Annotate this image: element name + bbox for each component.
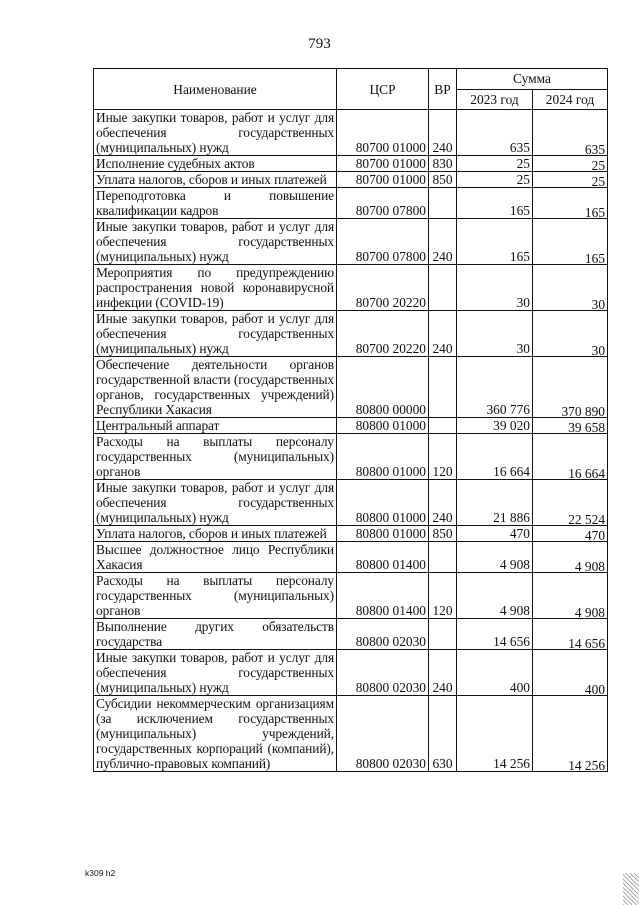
row-sum-2023: 21 886 bbox=[457, 480, 533, 526]
row-vr bbox=[429, 188, 457, 219]
row-name: Исполнение судебных актов bbox=[94, 156, 337, 172]
row-sum-2023: 400 bbox=[457, 650, 533, 696]
table-row bbox=[94, 188, 608, 219]
row-vr: 240 bbox=[429, 480, 457, 526]
row-name: Центральный аппарат bbox=[94, 418, 337, 434]
table-row bbox=[94, 357, 608, 418]
table-body bbox=[94, 110, 608, 772]
row-sum-2024: 16 664 bbox=[533, 436, 608, 482]
budget-table bbox=[93, 68, 608, 772]
row-sum-2024: 14 656 bbox=[533, 621, 608, 652]
row-sum-2024: 470 bbox=[533, 528, 608, 544]
row-sum-2023: 39 020 bbox=[457, 418, 533, 434]
row-vr bbox=[429, 265, 457, 311]
row-vr: 630 bbox=[429, 696, 457, 772]
table-row bbox=[94, 110, 608, 156]
header-csr: ЦСР bbox=[337, 69, 429, 110]
row-sum-2023: 16 664 bbox=[457, 434, 533, 480]
scan-artifact bbox=[623, 873, 639, 905]
row-name: Иные закупки товаров, работ и услуг для обеспечения государственных (муниципальных) нужд bbox=[94, 480, 337, 526]
row-name: Иные закупки товаров, работ и услуг для обеспечения государственных (муниципальных) нужд bbox=[94, 110, 337, 156]
row-sum-2023: 25 bbox=[457, 172, 533, 188]
row-name: Иные закупки товаров, работ и услуг для обеспечения государственных (муниципальных) нужд bbox=[94, 219, 337, 265]
table-row bbox=[94, 696, 608, 772]
table-row bbox=[94, 172, 608, 188]
row-sum-2023: 25 bbox=[457, 156, 533, 172]
row-csr: 80800 02030 bbox=[337, 619, 429, 650]
table-row bbox=[94, 480, 608, 526]
row-sum-2024: 635 bbox=[533, 112, 608, 158]
row-sum-2023: 30 bbox=[457, 311, 533, 357]
row-vr: 240 bbox=[429, 311, 457, 357]
row-name: Мероприятия по предупреждению распространения новой коронавирусной инфекции (COVID-19) bbox=[94, 265, 337, 311]
table-row bbox=[94, 418, 608, 434]
header-sum: Сумма bbox=[457, 69, 608, 90]
row-name: Иные закупки товаров, работ и услуг для обеспечения государственных (муниципальных) нужд bbox=[94, 311, 337, 357]
row-csr: 80800 01000 bbox=[337, 526, 429, 542]
row-sum-2023: 14 656 bbox=[457, 619, 533, 650]
row-sum-2024: 165 bbox=[533, 190, 608, 221]
page-number: 793 bbox=[308, 36, 331, 52]
row-name: Уплата налогов, сборов и иных платежей bbox=[94, 172, 337, 188]
row-name: Уплата налогов, сборов и иных платежей bbox=[94, 526, 337, 542]
row-csr: 80800 01400 bbox=[337, 542, 429, 573]
row-sum-2024: 370 890 bbox=[533, 359, 608, 420]
row-csr: 80700 01000 bbox=[337, 110, 429, 156]
row-sum-2023: 4 908 bbox=[457, 542, 533, 573]
table-row bbox=[94, 156, 608, 172]
row-sum-2023: 635 bbox=[457, 110, 533, 156]
table-row bbox=[94, 434, 608, 480]
table-row bbox=[94, 311, 608, 357]
row-csr: 80700 01000 bbox=[337, 172, 429, 188]
row-sum-2024: 4 908 bbox=[533, 544, 608, 575]
row-csr: 80800 01000 bbox=[337, 418, 429, 434]
table-row bbox=[94, 219, 608, 265]
row-csr: 80700 01000 bbox=[337, 156, 429, 172]
row-vr: 850 bbox=[429, 526, 457, 542]
row-vr bbox=[429, 418, 457, 434]
table-row bbox=[94, 650, 608, 696]
header-year-2023: 2023 год bbox=[457, 90, 533, 110]
table-row bbox=[94, 619, 608, 650]
row-sum-2024: 400 bbox=[533, 652, 608, 698]
row-sum-2023: 4 908 bbox=[457, 573, 533, 619]
row-csr: 80700 20220 bbox=[337, 311, 429, 357]
header-year-2024: 2024 год bbox=[533, 90, 608, 110]
row-vr bbox=[429, 619, 457, 650]
table-row bbox=[94, 573, 608, 619]
footer-code: k309 h2 bbox=[85, 868, 116, 878]
row-name: Обеспечение деятельности органов государственной власти (государственных органов, государственных учреждений) Республики Хакасия bbox=[94, 357, 337, 418]
table-row bbox=[94, 542, 608, 573]
row-sum-2024: 30 bbox=[533, 313, 608, 359]
row-vr bbox=[429, 357, 457, 418]
row-sum-2023: 360 776 bbox=[457, 357, 533, 418]
row-vr: 120 bbox=[429, 573, 457, 619]
row-sum-2024: 30 bbox=[533, 267, 608, 313]
row-csr: 80700 20220 bbox=[337, 265, 429, 311]
table-row bbox=[94, 265, 608, 311]
row-csr: 80800 01400 bbox=[337, 573, 429, 619]
row-csr: 80800 01000 bbox=[337, 434, 429, 480]
row-sum-2024: 14 256 bbox=[533, 698, 608, 774]
header-name: Наименование bbox=[94, 69, 337, 110]
row-csr: 80800 00000 bbox=[337, 357, 429, 418]
row-sum-2024: 39 658 bbox=[533, 420, 608, 436]
row-name: Переподготовка и повышение квалификации кадров bbox=[94, 188, 337, 219]
row-vr: 240 bbox=[429, 219, 457, 265]
row-name: Расходы на выплаты персоналу государственных (муниципальных) органов bbox=[94, 573, 337, 619]
row-vr bbox=[429, 542, 457, 573]
row-sum-2023: 470 bbox=[457, 526, 533, 542]
header-vr: ВР bbox=[429, 69, 457, 110]
row-csr: 80700 07800 bbox=[337, 188, 429, 219]
row-csr: 80700 07800 bbox=[337, 219, 429, 265]
row-csr: 80800 02030 bbox=[337, 696, 429, 772]
row-csr: 80800 02030 bbox=[337, 650, 429, 696]
row-vr: 850 bbox=[429, 172, 457, 188]
row-name: Высшее должностное лицо Республики Хакасия bbox=[94, 542, 337, 573]
row-sum-2023: 14 256 bbox=[457, 696, 533, 772]
row-sum-2024: 25 bbox=[533, 158, 608, 174]
row-name: Расходы на выплаты персоналу государственных (муниципальных) органов bbox=[94, 434, 337, 480]
row-vr: 240 bbox=[429, 110, 457, 156]
row-sum-2024: 22 524 bbox=[533, 482, 608, 528]
row-vr: 120 bbox=[429, 434, 457, 480]
row-csr: 80800 01000 bbox=[337, 480, 429, 526]
row-sum-2024: 165 bbox=[533, 221, 608, 267]
row-sum-2023: 30 bbox=[457, 265, 533, 311]
row-sum-2024: 25 bbox=[533, 174, 608, 190]
row-sum-2023: 165 bbox=[457, 219, 533, 265]
row-sum-2023: 165 bbox=[457, 188, 533, 219]
row-sum-2024: 4 908 bbox=[533, 575, 608, 621]
row-name: Иные закупки товаров, работ и услуг для обеспечения государственных (муниципальных) нужд bbox=[94, 650, 337, 696]
row-name: Выполнение других обязательств государства bbox=[94, 619, 337, 650]
row-vr: 830 bbox=[429, 156, 457, 172]
table-header bbox=[94, 69, 608, 110]
table-row bbox=[94, 526, 608, 542]
row-name: Субсидии некоммерческим организациям (за исключением государственных (муниципальных) учреждений, государственных корпораций (компаний), публично-правовых компаний) bbox=[94, 696, 337, 772]
row-vr: 240 bbox=[429, 650, 457, 696]
